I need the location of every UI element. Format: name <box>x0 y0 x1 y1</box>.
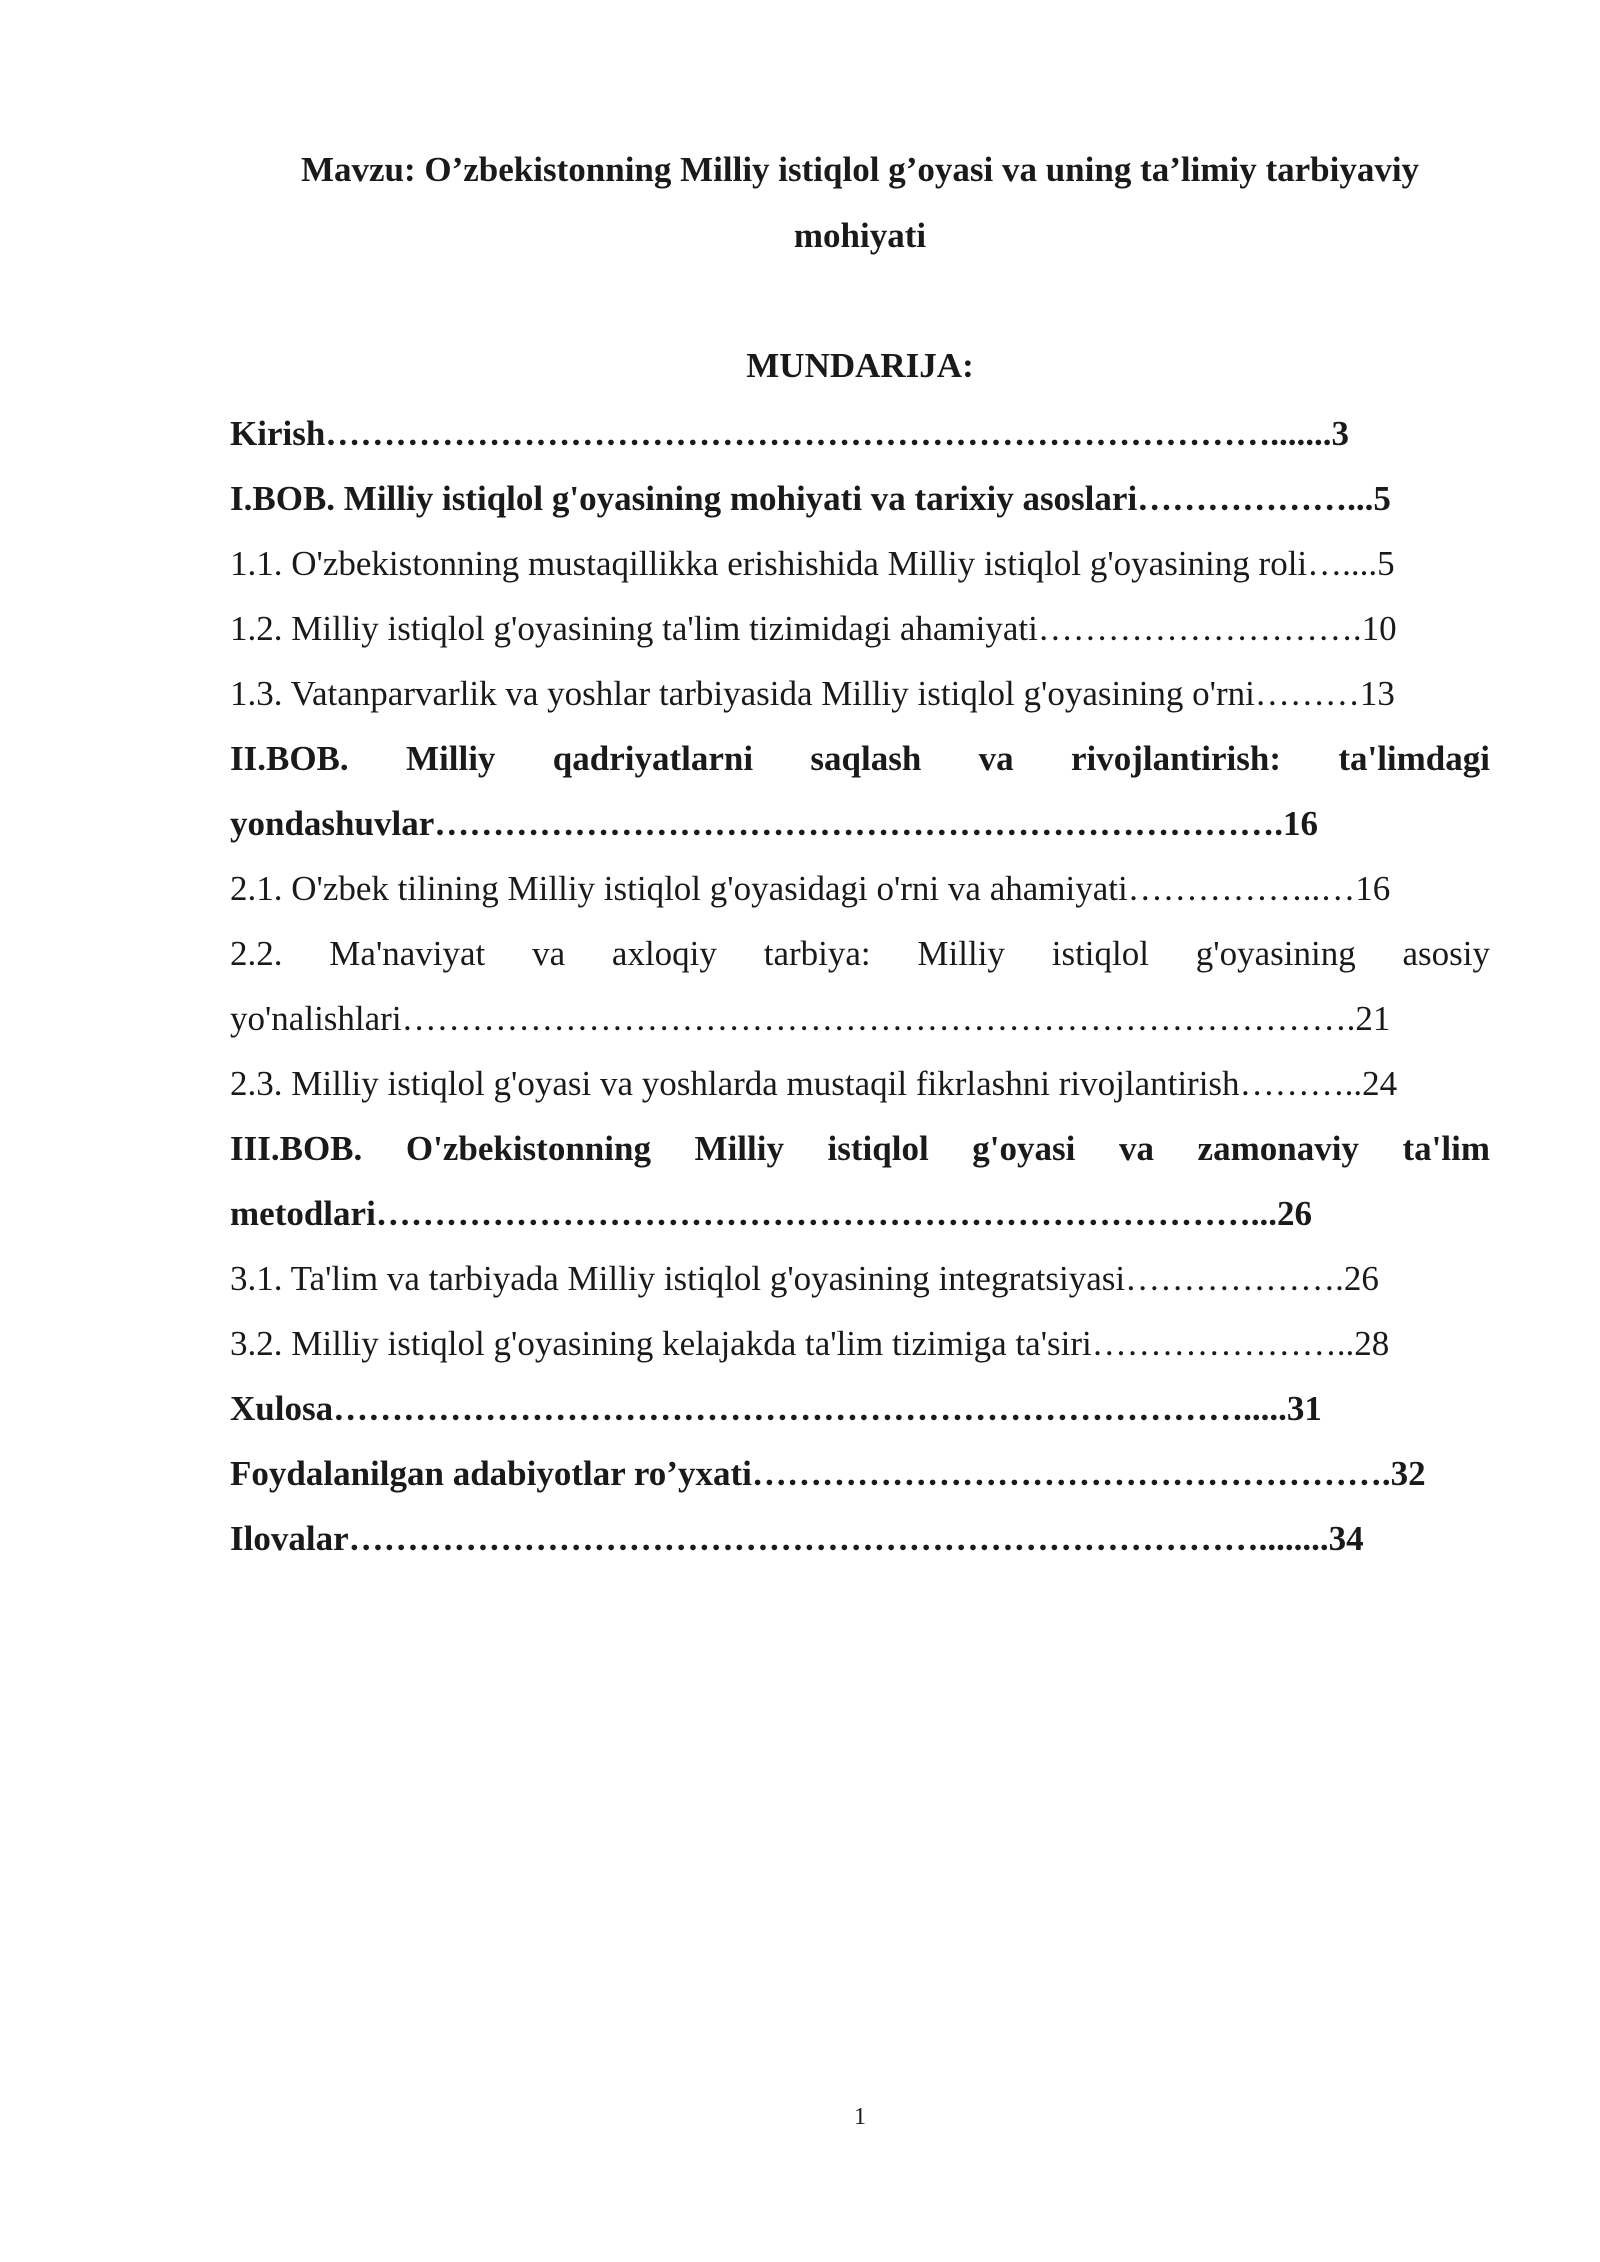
toc-entry-leader: ………13 <box>1254 674 1395 713</box>
toc-entry-ilovalar[interactable] <box>230 1515 1490 1563</box>
toc-entry-1-2[interactable] <box>230 605 1490 653</box>
toc-entry-text: 2.1. O'zbek tilining Milliy istiqlol g'oyasidagi o'rni va ahamiyati <box>230 869 1128 908</box>
toc-entry-leader: …………………..28 <box>1091 1324 1390 1363</box>
toc-entry-leader: ……………..…16 <box>1127 869 1391 908</box>
toc-entry-leader: ……………………………………………………………………........34 <box>348 1519 1364 1558</box>
toc-entry-leader: ……………………………………………………………………….21 <box>401 999 1391 1038</box>
toc-heading: MUNDARIJA: <box>746 346 974 385</box>
toc-entry-text: 1.1. O'zbekistonning mustaqillikka erishishida Milliy istiqlol g'oyasining roli <box>230 544 1308 583</box>
page-number: 1 <box>854 2104 866 2130</box>
toc-entry-chapter-3-line-1[interactable] <box>230 1125 1490 1173</box>
toc-entry-text: III.BOB. O'zbekistonning Milliy istiqlol g'oyasi va zamonaviy ta'lim <box>230 1129 1490 1168</box>
toc-entry-text: metodlari <box>230 1194 376 1233</box>
toc-entry-chapter-3-line-2[interactable] <box>230 1190 1490 1238</box>
toc-entry-leader: ……………………………………………………………….16 <box>434 804 1318 843</box>
toc-entry-1-1[interactable] <box>230 540 1490 588</box>
toc-entry-2-1[interactable] <box>230 865 1490 913</box>
toc-entry-leader: ……………………………………………………………………….......3 <box>325 414 1350 453</box>
toc-entry-text: 1.3. Vatanparvarlik va yoshlar tarbiyasida Milliy istiqlol g'oyasining o'rni <box>230 674 1255 713</box>
toc-entry-leader: …....5 <box>1307 544 1395 583</box>
toc-entry-text: II.BOB. Milliy qadriyatlarni saqlash va rivojlantirish: ta'limdagi <box>230 739 1490 778</box>
toc-entry-xulosa[interactable] <box>230 1385 1490 1433</box>
toc-entry-leader: …………………………………………………………………...26 <box>375 1194 1313 1233</box>
toc-entry-text: 3.2. Milliy istiqlol g'oyasining kelajakda ta'lim tizimiga ta'siri <box>230 1324 1092 1363</box>
toc-entry-leader: ……………….26 <box>1125 1259 1379 1298</box>
topic-title-line-1: Mavzu: O’zbekistonning Milliy istiqlol g’oyasi va uning ta’limiy tarbiyaviy <box>300 150 1420 189</box>
topic-title-line-2: mohiyati <box>793 216 927 255</box>
toc-entry-text: Xulosa <box>230 1389 334 1428</box>
toc-entry-3-2[interactable] <box>230 1320 1490 1368</box>
toc-entry-text: yo'nalishlari <box>230 999 402 1038</box>
toc-entry-text: Ilovalar <box>230 1519 349 1558</box>
toc-entry-text: 2.2. Ma'naviyat va axloqiy tarbiya: Milliy istiqlol g'oyasining asosiy <box>230 934 1490 973</box>
toc-entry-adabiyotlar[interactable] <box>230 1450 1490 1498</box>
toc-entry-leader: …………………………………………………………………….....31 <box>333 1389 1322 1428</box>
toc-entry-3-1[interactable] <box>230 1255 1490 1303</box>
toc-entry-2-2-line-1[interactable] <box>230 930 1490 978</box>
toc-entry-text: 3.1. Ta'lim va tarbiyada Milliy istiqlol g'oyasining integratsiyasi <box>230 1259 1126 1298</box>
toc-entry-chapter-2-line-1[interactable] <box>230 735 1490 783</box>
toc-entry-text: yondashuvlar <box>230 804 435 843</box>
toc-entry-leader: ……………………….10 <box>1037 609 1397 648</box>
toc-entry-2-3[interactable] <box>230 1060 1490 1108</box>
toc-entry-kirish[interactable] <box>230 410 1490 458</box>
toc-entry-text: 1.2. Milliy istiqlol g'oyasining ta'lim tizimidagi ahamiyati <box>230 609 1038 648</box>
toc-entry-2-2-line-2[interactable] <box>230 995 1490 1043</box>
toc-entry-text: 2.3. Milliy istiqlol g'oyasi va yoshlarda mustaqil fikrlashni rivojlantirish <box>230 1064 1240 1103</box>
toc-entry-chapter-2-line-2[interactable] <box>230 800 1490 848</box>
toc-entry-1-3[interactable] <box>230 670 1490 718</box>
toc-entry-leader: ………..24 <box>1239 1064 1398 1103</box>
toc-entry-leader: ………………...5 <box>1137 479 1391 518</box>
toc-entry-text: Kirish <box>230 414 326 453</box>
toc-entry-leader: ……………………………………………….32 <box>751 1454 1426 1493</box>
toc-entry-chapter-1[interactable] <box>230 475 1490 523</box>
toc-entry-text: I.BOB. Milliy istiqlol g'oyasining mohiyati va tarixiy asoslari <box>230 479 1138 518</box>
toc-entry-text: Foydalanilgan adabiyotlar ro’yxati <box>230 1454 752 1493</box>
